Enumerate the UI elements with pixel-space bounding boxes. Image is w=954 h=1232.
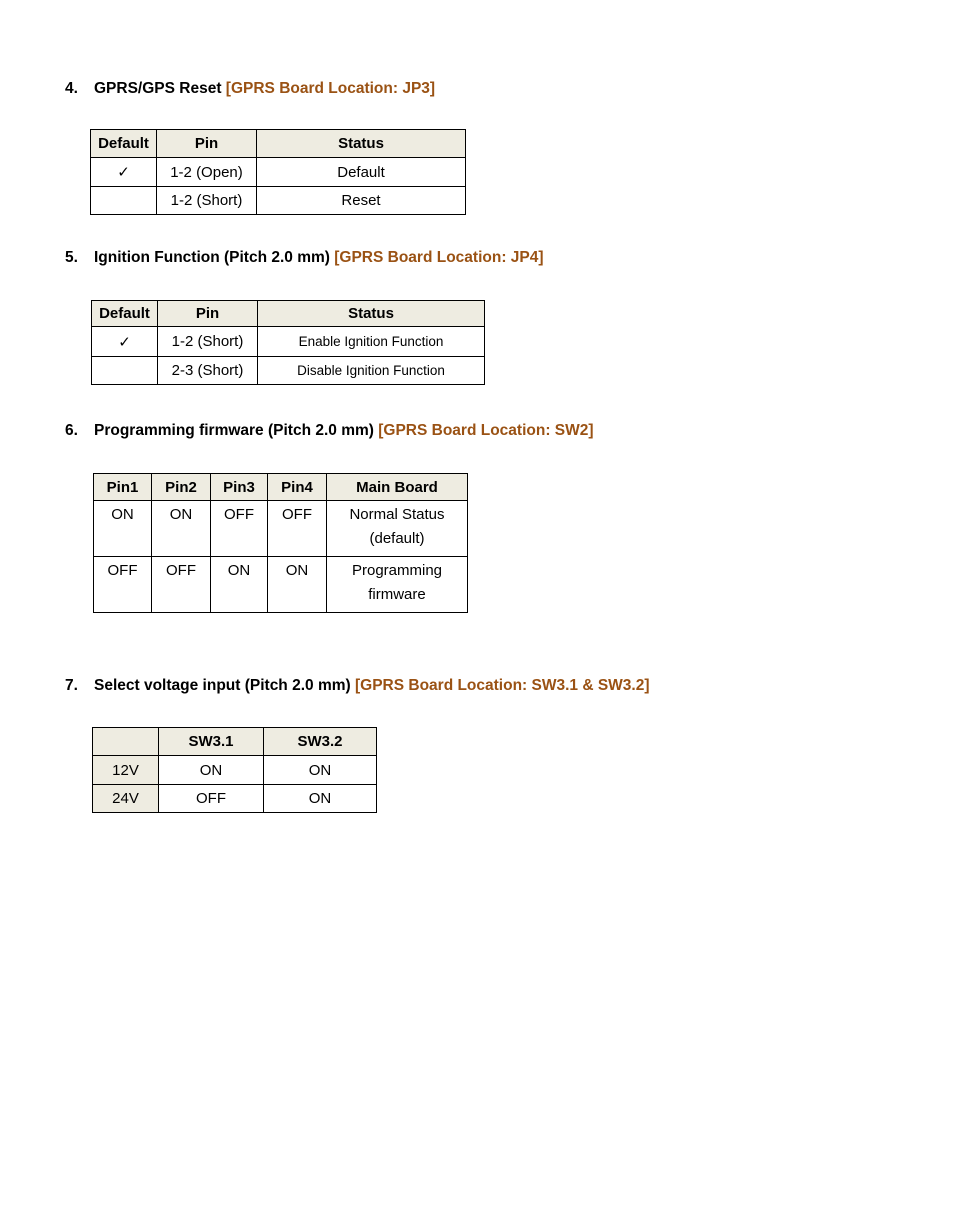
header-blank xyxy=(93,728,159,756)
section-title: GPRS/GPS Reset xyxy=(94,80,226,97)
default-cell xyxy=(92,357,158,385)
main-board-line-2: firmware xyxy=(368,586,426,603)
status-cell: Default xyxy=(257,158,466,187)
table-row xyxy=(94,557,468,613)
section-number: 6. xyxy=(65,422,78,439)
table-header-row xyxy=(92,301,485,327)
sw3-1-cell: ON xyxy=(159,756,264,785)
table-row xyxy=(92,327,485,357)
sw3-2-cell: ON xyxy=(264,785,377,813)
pin3-cell: OFF xyxy=(211,501,268,557)
section-title: Ignition Function (Pitch 2.0 mm) xyxy=(94,249,335,266)
table-header-row xyxy=(91,130,466,158)
header-pin1: Pin1 xyxy=(94,474,152,501)
main-board-line-1: Programming xyxy=(351,562,443,579)
section-4-heading xyxy=(65,79,435,99)
table-row xyxy=(92,357,485,385)
pin3-cell: ON xyxy=(211,557,268,613)
voltage-label-cell: 12V xyxy=(93,756,159,785)
header-pin2: Pin2 xyxy=(152,474,211,501)
default-check-icon: ✓ xyxy=(91,158,157,187)
section-5-heading xyxy=(65,248,544,268)
pin4-cell: ON xyxy=(268,557,327,613)
main-board-cell xyxy=(327,501,468,557)
section-title: Select voltage input (Pitch 2.0 mm) xyxy=(94,677,355,694)
header-main-board: Main Board xyxy=(327,474,468,501)
board-location: [GPRS Board Location: JP4] xyxy=(334,249,544,266)
status-cell: Disable Ignition Function xyxy=(258,357,485,385)
table-row xyxy=(93,785,377,813)
header-default: Default xyxy=(91,130,157,158)
voltage-label-cell: 24V xyxy=(93,785,159,813)
header-pin: Pin xyxy=(158,301,258,327)
section-number: 5. xyxy=(65,249,78,266)
pin-cell: 1-2 (Short) xyxy=(157,187,257,215)
status-cell: Reset xyxy=(257,187,466,215)
table-row xyxy=(91,158,466,187)
header-pin: Pin xyxy=(157,130,257,158)
table-row xyxy=(91,187,466,215)
table-row xyxy=(93,756,377,785)
board-location: [GPRS Board Location: SW2] xyxy=(378,422,594,439)
gprs-reset-table xyxy=(90,129,466,215)
header-sw3-1: SW3.1 xyxy=(159,728,264,756)
board-location: [GPRS Board Location: SW3.1 & SW3.2] xyxy=(354,677,650,694)
pin1-cell: ON xyxy=(94,501,152,557)
sw3-2-cell: ON xyxy=(264,756,377,785)
table-header-row xyxy=(94,474,468,501)
table-header-row xyxy=(93,728,377,756)
section-title: Programming firmware (Pitch 2.0 mm) xyxy=(94,422,379,439)
header-sw3-2: SW3.2 xyxy=(264,728,377,756)
pin2-cell: ON xyxy=(152,501,211,557)
main-board-line-1: Normal Status xyxy=(349,506,445,523)
section-6-heading xyxy=(65,421,594,441)
pin-cell: 1-2 (Open) xyxy=(157,158,257,187)
main-board-line-2: (default) xyxy=(369,530,425,547)
header-status: Status xyxy=(258,301,485,327)
board-location: [GPRS Board Location: JP3] xyxy=(225,80,436,97)
pin1-cell: OFF xyxy=(94,557,152,613)
pin4-cell: OFF xyxy=(268,501,327,557)
pin-cell: 2-3 (Short) xyxy=(158,357,258,385)
ignition-function-table xyxy=(91,300,485,385)
status-cell: Enable Ignition Function xyxy=(258,327,485,357)
header-default: Default xyxy=(92,301,158,327)
main-board-cell xyxy=(327,557,468,613)
sw3-1-cell: OFF xyxy=(159,785,264,813)
pin-cell: 1-2 (Short) xyxy=(158,327,258,357)
default-check-icon: ✓ xyxy=(92,327,158,357)
programming-firmware-table xyxy=(93,473,468,613)
header-status: Status xyxy=(257,130,466,158)
default-cell xyxy=(91,187,157,215)
pin2-cell: OFF xyxy=(152,557,211,613)
section-number: 4. xyxy=(65,80,78,97)
header-pin3: Pin3 xyxy=(211,474,268,501)
header-pin4: Pin4 xyxy=(268,474,327,501)
section-7-heading xyxy=(65,676,650,696)
voltage-input-table xyxy=(92,727,377,813)
table-row xyxy=(94,501,468,557)
section-number: 7. xyxy=(65,677,78,694)
